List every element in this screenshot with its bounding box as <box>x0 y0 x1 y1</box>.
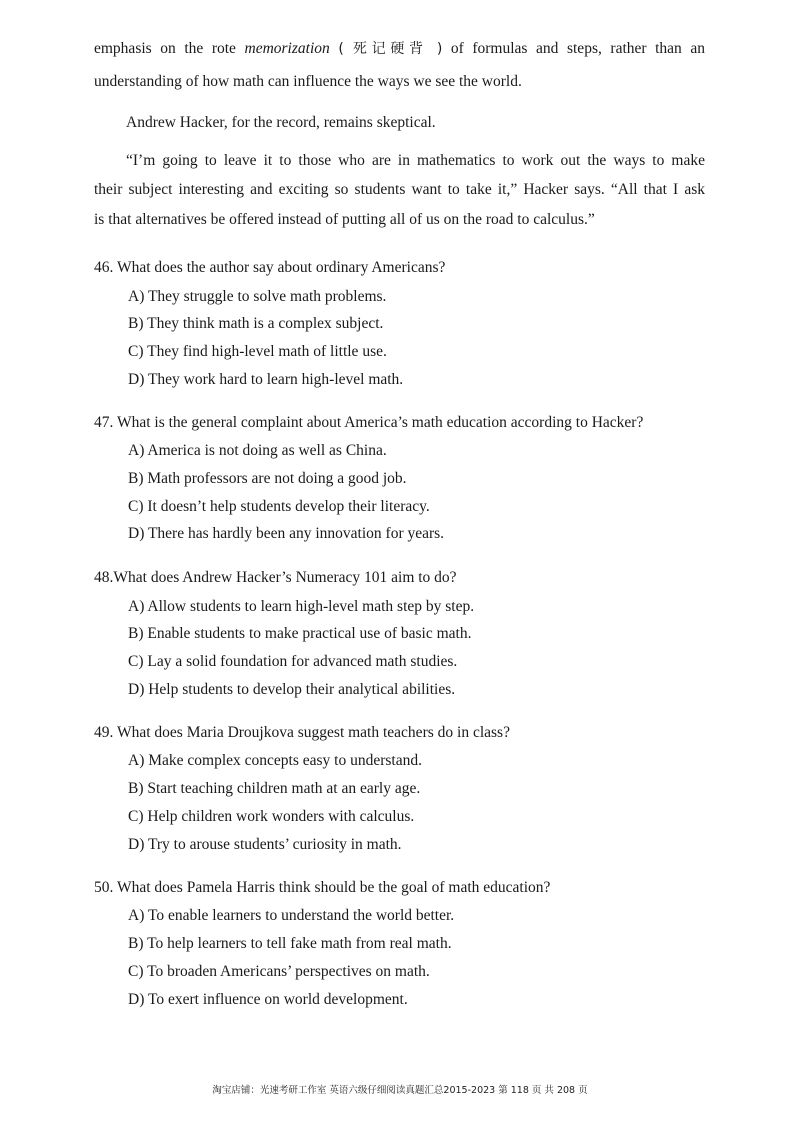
answer-option: A) To enable learners to understand the world better. <box>128 907 455 924</box>
answer-option: A) Make complex concepts easy to understand. <box>128 752 422 769</box>
answer-option: C) It doesn’t help students develop their literacy. <box>128 498 430 515</box>
chinese-gloss: ( 死记硬背 ) <box>338 41 443 57</box>
passage-text: emphasis on the rote <box>94 40 245 57</box>
passage-line-1 <box>94 39 705 59</box>
answer-option: A) They struggle to solve math problems. <box>128 288 387 305</box>
answer-option: A) America is not doing as well as China. <box>128 442 387 459</box>
answer-option: B) To help learners to tell fake math from real math. <box>128 935 452 952</box>
answer-option: D) Help students to develop their analytical abilities. <box>128 681 456 698</box>
answer-option: B) Start teaching children math at an early age. <box>128 780 421 797</box>
answer-option: D) There has hardly been any innovation for years. <box>128 525 445 542</box>
passage-quote-line-3: is that alternatives be offered instead of putting all of us on the road to calculus.” <box>94 211 595 228</box>
question-stem: 50. What does Pamela Harris think should be the goal of math education? <box>94 879 551 896</box>
answer-option: B) Enable students to make practical use of basic math. <box>128 625 472 642</box>
question-stem: 49. What does Maria Droujkova suggest math teachers do in class? <box>94 724 510 741</box>
question-stem: 48.What does Andrew Hacker’s Numeracy 101 aim to do? <box>94 569 457 586</box>
answer-option: B) They think math is a complex subject. <box>128 315 384 332</box>
answer-option: D) They work hard to learn high-level math. <box>128 371 404 388</box>
question-stem: 47. What is the general complaint about America’s math education according to Hacker? <box>94 414 644 431</box>
answer-option: C) Help children work wonders with calculus. <box>128 808 415 825</box>
emphasized-term: memorization <box>244 40 330 57</box>
passage-paragraph: Andrew Hacker, for the record, remains skeptical. <box>126 114 436 131</box>
passage-text: of formulas and steps, rather than an <box>442 40 706 57</box>
answer-option: C) They find high-level math of little use. <box>128 343 387 360</box>
passage-quote-line-2: their subject interesting and exciting so students want to take it,” Hacker says. “All that I ask <box>94 181 705 198</box>
question-stem: 46. What does the author say about ordinary Americans? <box>94 259 446 276</box>
answer-option: A) Allow students to learn high-level math step by step. <box>128 598 475 615</box>
page-footer: 淘宝店铺：光速考研工作室 英语六级仔细阅读真题汇总2015-2023 第 118 页 共 208 页 <box>212 1085 588 1096</box>
passage-line-2: understanding of how math can influence the ways we see the world. <box>94 73 522 90</box>
answer-option: C) To broaden Americans’ perspectives on math. <box>128 963 430 980</box>
answer-option: D) To exert influence on world development. <box>128 991 408 1008</box>
answer-option: B) Math professors are not doing a good job. <box>128 470 407 487</box>
answer-option: D) Try to arouse students’ curiosity in math. <box>128 836 402 853</box>
answer-option: C) Lay a solid foundation for advanced math studies. <box>128 653 458 670</box>
passage-quote-line-1: “I’m going to leave it to those who are in mathematics to work out the ways to make <box>126 152 705 169</box>
